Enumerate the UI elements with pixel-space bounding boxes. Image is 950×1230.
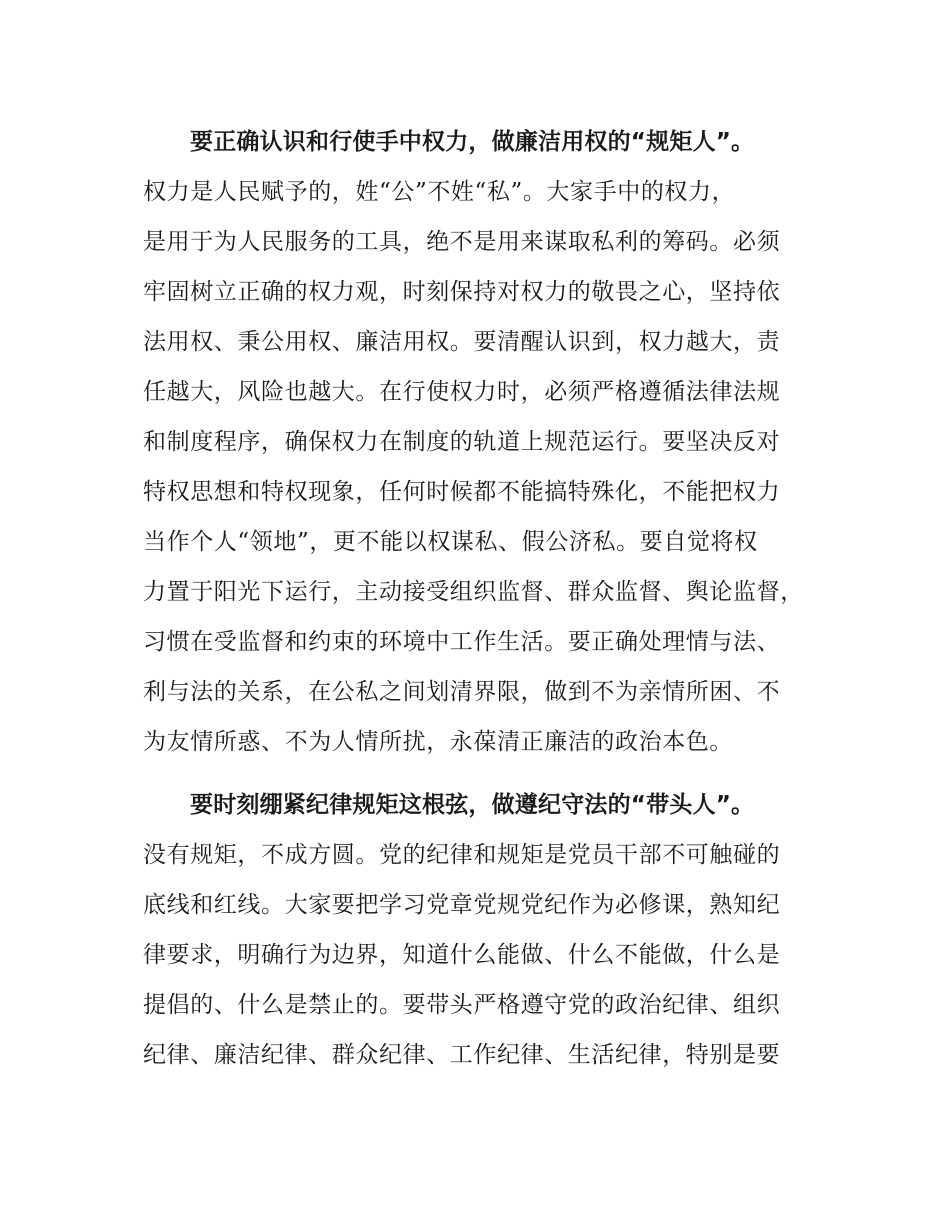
paragraph-1-line-12: 为友情所惑、不为人情所扰，永葆清正廉洁的政治本色。	[143, 729, 733, 755]
paragraph-1-line-5: 任越大，风险也越大。在行使权力时，必须严格遵循法律法规	[143, 379, 781, 405]
paragraph-1-line-7: 特权思想和特权现象，任何时候都不能搞特殊化，不能把权力	[143, 479, 781, 505]
paragraph-1-line-2: 是用于为人民服务的工具，绝不是用来谋取私利的筹码。必须	[143, 229, 781, 255]
paragraph-2-line-2: 底线和红线。大家要把学习党章党规党纪作为必修课，熟知纪	[143, 892, 781, 918]
paragraph-1-line-3: 牢固树立正确的权力观，时刻保持对权力的敬畏之心，坚持依	[143, 279, 781, 305]
paragraph-1-line-8: 当作个人“领地”，更不能以权谋私、假公济私。要自觉将权	[143, 529, 758, 555]
paragraph-2-lead: 要时刻绷紧纪律规矩这根弦，做遵纪守法的“带头人”。	[190, 792, 755, 818]
paragraph-1-line-6: 和制度程序，确保权力在制度的轨道上规范运行。要坚决反对	[143, 429, 781, 455]
paragraph-1-line-9: 力置于阳光下运行，主动接受组织监督、群众监督、舆论监督，	[143, 579, 804, 605]
paragraph-2-line-3: 律要求，明确行为边界，知道什么能做、什么不能做，什么是	[143, 942, 781, 968]
paragraph-1-line-1: 权力是人民赋予的，姓“公”不姓“私”。大家手中的权力，	[143, 179, 736, 205]
paragraph-1-line-10: 习惯在受监督和约束的环境中工作生活。要正确处理情与法、	[143, 629, 781, 655]
paragraph-1-line-11: 利与法的关系，在公私之间划清界限，做到不为亲情所困、不	[143, 679, 781, 705]
paragraph-1-lead: 要正确认识和行使手中权力，做廉洁用权的“规矩人”。	[190, 129, 755, 155]
paragraph-1-line-4: 法用权、秉公用权、廉洁用权。要清醒认识到，权力越大，责	[143, 329, 781, 355]
paragraph-2-line-5: 纪律、廉洁纪律、群众纪律、工作纪律、生活纪律，特别是要	[143, 1042, 781, 1068]
paragraph-2-line-1: 没有规矩，不成方圆。党的纪律和规矩是党员干部不可触碰的	[143, 842, 781, 868]
paragraph-2-line-4: 提倡的、什么是禁止的。要带头严格遵守党的政治纪律、组织	[143, 992, 781, 1018]
